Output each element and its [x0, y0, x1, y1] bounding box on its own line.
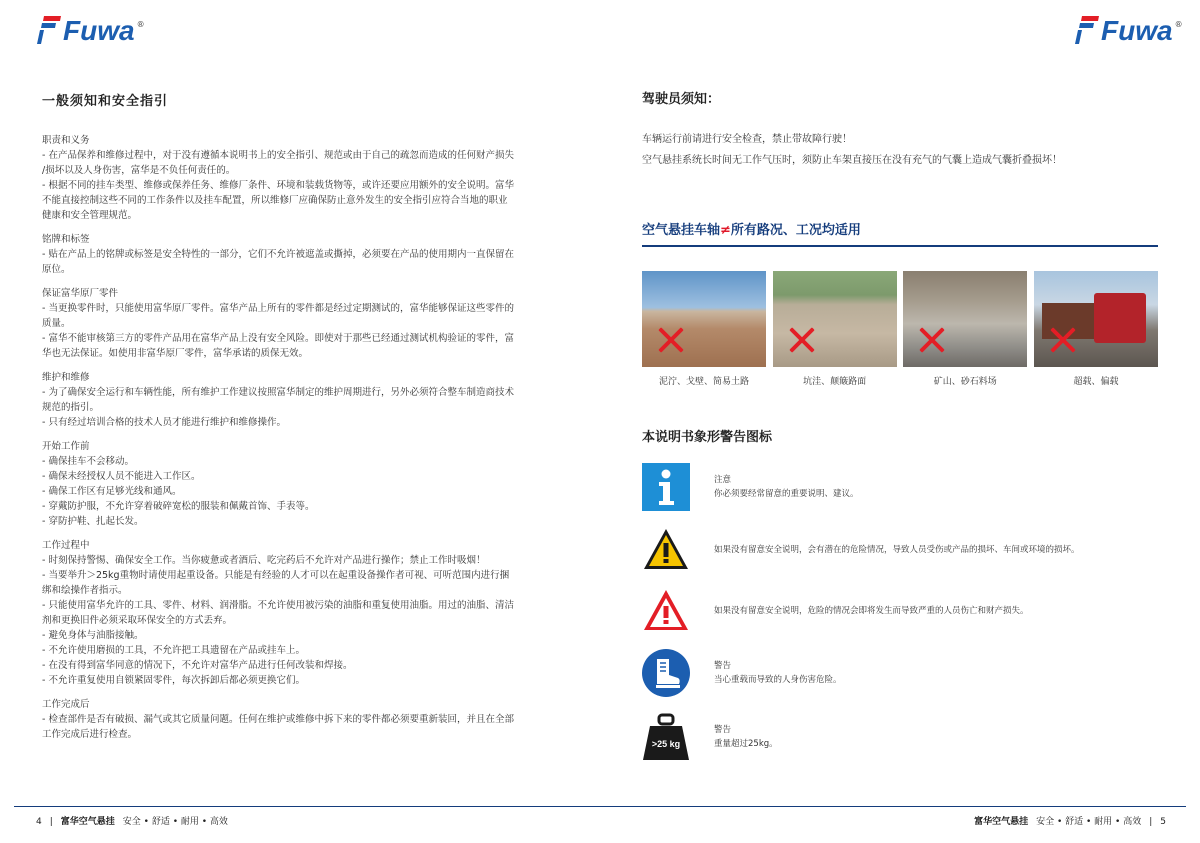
- section-line: 剂和更换旧件必须采取环保安全的方式丢弃。: [42, 615, 233, 626]
- right-page: [600, 0, 1200, 843]
- driver-notice-line: 空气悬挂系统长时间无工作气压时，须防止车架直接压在没有充气的气囊上造成气囊折叠损坏！: [642, 155, 1062, 166]
- section: [42, 286, 560, 361]
- footer-brand: 富华空气悬挂: [974, 817, 1029, 827]
- section-line: - 确保未经授权人员不能进入工作区。: [42, 471, 201, 482]
- footer-left: 4 | 富华空气悬挂 安全 • 舒适 • 耐用 • 高效: [36, 817, 228, 827]
- red-x-icon: [919, 327, 945, 353]
- warning-description: 如果没有留意安全说明，会有潜在的危险情况，导致人员受伤或产品的损坏、车间或环境的损坏。: [714, 545, 1080, 555]
- section-line: - 为了确保安全运行和车辆性能，所有维护工作建议按照富华制定的维护周期进行，另外必须符合整车制造商技术: [42, 387, 514, 398]
- footer-brand: 富华空气悬挂: [60, 817, 115, 827]
- section-line: - 确保工作区有足够光线和通风。: [42, 486, 182, 497]
- section-line: - 不允许使用磨损的工具，不允许把工具遗留在产品或挂车上。: [42, 645, 305, 656]
- section-line: - 穿防护鞋、扎起长发。: [42, 516, 144, 527]
- footer-rule: [600, 806, 1186, 807]
- warning-label: 注意: [714, 475, 732, 485]
- section-title: 保证富华原厂零件: [42, 288, 119, 299]
- section-title: 工作完成后: [42, 699, 90, 710]
- warning-description: 你必须要经常留意的重要说明、建议。: [714, 489, 859, 499]
- axle-title-part-b: 所有路况、工况均适用: [730, 223, 861, 238]
- page-title: 一般须知和安全指引: [42, 94, 169, 109]
- warning-description: 当心重载而导致的人身伤害危险。: [714, 675, 842, 685]
- overloaded-truck-photo: [1034, 271, 1158, 367]
- warning-text: [714, 723, 778, 751]
- section-title: 开始工作前: [42, 441, 90, 452]
- red-x-icon: [658, 327, 684, 353]
- warning-row-danger: [642, 587, 1158, 635]
- not-equal-sign: ≠: [720, 223, 731, 238]
- section-line: - 富华不能审核第三方的零件产品用在富华产品上没有安全风险。即使对于那些已经通过测试机构验证的零件，富: [42, 333, 514, 344]
- section-line: - 避免身体与油脂接触。: [42, 630, 144, 641]
- section-line: 质量。: [42, 318, 71, 329]
- warning-row-weight: [642, 713, 1158, 761]
- section-line: 原位。: [42, 264, 71, 275]
- warning-text: [714, 604, 1029, 618]
- fuwa-logo: [34, 14, 145, 48]
- photo-card: [1034, 271, 1158, 387]
- axle-warning-title: [642, 219, 861, 238]
- section-title: 工作过程中: [42, 540, 90, 551]
- section-line: /损坏以及人身伤害，富华是不负任何责任的。: [42, 165, 236, 176]
- photo-caption: 泥泞、戈壁、简易土路: [658, 377, 749, 387]
- driver-notice-title: 驾驶员须知：: [642, 92, 721, 107]
- section-line: 工作完成后进行检查。: [42, 729, 138, 740]
- photo-card: [773, 271, 897, 387]
- warning-text: [714, 543, 1080, 557]
- driver-notice: [642, 88, 1160, 171]
- section-line: 华也无法保证。如使用非富华原厂零件，富华承诺的质保无效。: [42, 348, 309, 359]
- weight-icon: [642, 713, 690, 761]
- red-x-icon: [1050, 327, 1076, 353]
- section: [42, 370, 560, 430]
- section: [42, 697, 560, 742]
- photo-card: [903, 271, 1027, 387]
- photo-caption: 超载、偏载: [1073, 377, 1119, 387]
- axle-title-part-a: 空气悬挂车轴: [642, 223, 721, 238]
- section-line: - 时刻保持警惕、确保安全工作。当你疲惫或者酒后、吃完药后不允许对产品进行操作；禁止工作时吸烟！: [42, 555, 486, 566]
- section-list: [42, 133, 560, 742]
- warning-icons-title: 本说明书象形警告图标: [642, 430, 773, 445]
- warning-text: [714, 659, 842, 687]
- section-line: - 当更换零件时，只能使用富华原厂零件。富华产品上所有的零件都是经过定期测试的，富华能够保证这些零件的: [42, 303, 514, 314]
- footer-slogan: 安全 • 舒适 • 耐用 • 高效: [122, 817, 228, 827]
- photo-caption: 矿山、砂石料场: [933, 377, 997, 387]
- section-line: - 当要举升＞25kg重物时请使用起重设备。只能是有经验的人才可以在起重设备操作者可视、可听范围内进行捆: [42, 570, 510, 581]
- section-line: - 贴在产品上的铭牌或标签是安全特性的一部分，它们不允许被遮盖或撕掉，必须要在产品的使用期内一直保留在: [42, 249, 514, 260]
- logo-wordmark: Fuwa: [63, 15, 135, 46]
- safety-guidelines: [42, 90, 560, 751]
- section-line: 健康和安全管理规范。: [42, 210, 138, 221]
- photo-caption: 坑洼、颠簸路面: [803, 377, 867, 387]
- mud-road-photo: [642, 271, 766, 367]
- section-line: - 在没有得到富华同意的情况下，不允许对富华产品进行任何改装和焊接。: [42, 660, 353, 671]
- photo-card: [642, 271, 766, 387]
- footer-slogan: 安全 • 舒适 • 耐用 • 高效: [1036, 817, 1142, 827]
- section-line: - 只有经过培训合格的技术人员才能进行维护和维修操作。: [42, 417, 286, 428]
- fuwa-logo-mark-icon: [1072, 14, 1100, 44]
- section-line: - 确保挂车不会移动。: [42, 456, 134, 467]
- truck-cab-shape: [1094, 293, 1146, 343]
- section-line: 不能直接控制这些不同的工作条件以及挂车配置，所以维修厂应确保防止意外发生的安全指引应符合当地的职业: [42, 195, 508, 206]
- logo-registered-mark: ®: [136, 20, 145, 29]
- axle-title-underline: [642, 245, 1158, 247]
- section-line: 绑和绘操作者指示。: [42, 585, 128, 596]
- section-line: - 穿戴防护服，不允许穿着破碎宽松的服装和佩戴首饰、手表等。: [42, 501, 315, 512]
- warning-description: 如果没有留意安全说明，危险的情况会即将发生而导致严重的人员伤亡和财产损失。: [714, 606, 1029, 616]
- footer-rule: [14, 806, 600, 807]
- section-line: - 只能使用富华允许的工具、零件、材料、润滑脂。不允许使用被污染的油脂和重复使用油脂。用过的油脂、清洁: [42, 600, 514, 611]
- section-title: 职责和义务: [42, 135, 90, 146]
- warning-label: 警告: [714, 725, 732, 735]
- warning-row-caution: [642, 526, 1158, 574]
- section-line: 规范的指引。: [42, 402, 100, 413]
- warning-row-boot: [642, 649, 1158, 697]
- section-line: - 不允许重复使用自锁紧固零件，每次拆卸后都必须更换它们。: [42, 675, 305, 686]
- weight-label: >25 kg: [651, 739, 681, 749]
- footer-right: 富华空气悬挂 安全 • 舒适 • 耐用 • 高效 | 5: [974, 817, 1166, 827]
- warning-text: [714, 473, 859, 501]
- warning-label: 警告: [714, 661, 732, 671]
- red-x-icon: [789, 327, 815, 353]
- fuwa-logo: [1072, 14, 1183, 48]
- section-line: - 在产品保养和维修过程中，对于没有遵循本说明书上的安全指引、规范或由于自己的疏忽而造成的任何财产损失: [42, 150, 514, 161]
- page-number: 4: [36, 817, 42, 827]
- section-title: 维护和维修: [42, 372, 90, 383]
- page-number: 5: [1160, 817, 1166, 827]
- pothole-road-photo: [773, 271, 897, 367]
- section-title: 铭牌和标签: [42, 234, 90, 245]
- section: [42, 232, 560, 277]
- road-condition-photos: [642, 271, 1158, 387]
- safety-boot-icon: [642, 649, 690, 697]
- logo-wordmark: Fuwa: [1101, 15, 1173, 46]
- section: [42, 133, 560, 223]
- section: [42, 439, 560, 529]
- danger-triangle-icon: [642, 587, 690, 635]
- fuwa-logo-mark-icon: [34, 14, 62, 44]
- caution-triangle-icon: [642, 526, 690, 574]
- section: [42, 538, 560, 688]
- mine-quarry-photo: [903, 271, 1027, 367]
- warning-description: 重量超过25kg。: [714, 739, 778, 749]
- logo-registered-mark: ®: [1174, 20, 1183, 29]
- warning-row-info: [642, 463, 1158, 511]
- section-line: - 检查部件是否有破损、漏气或其它质量问题。任何在维护或维修中拆下来的零件都必须要重新装回，并且在全部: [42, 714, 514, 725]
- info-icon: [642, 463, 690, 511]
- weight-shape-icon: [642, 713, 690, 761]
- section-line: - 根据不同的挂车类型、维修或保养任务、维修厂条件、环境和装载货物等，或许还要应用额外的安全说明。富华: [42, 180, 514, 191]
- driver-notice-line: 车辆运行前请进行安全检查，禁止带故障行驶！: [642, 134, 852, 145]
